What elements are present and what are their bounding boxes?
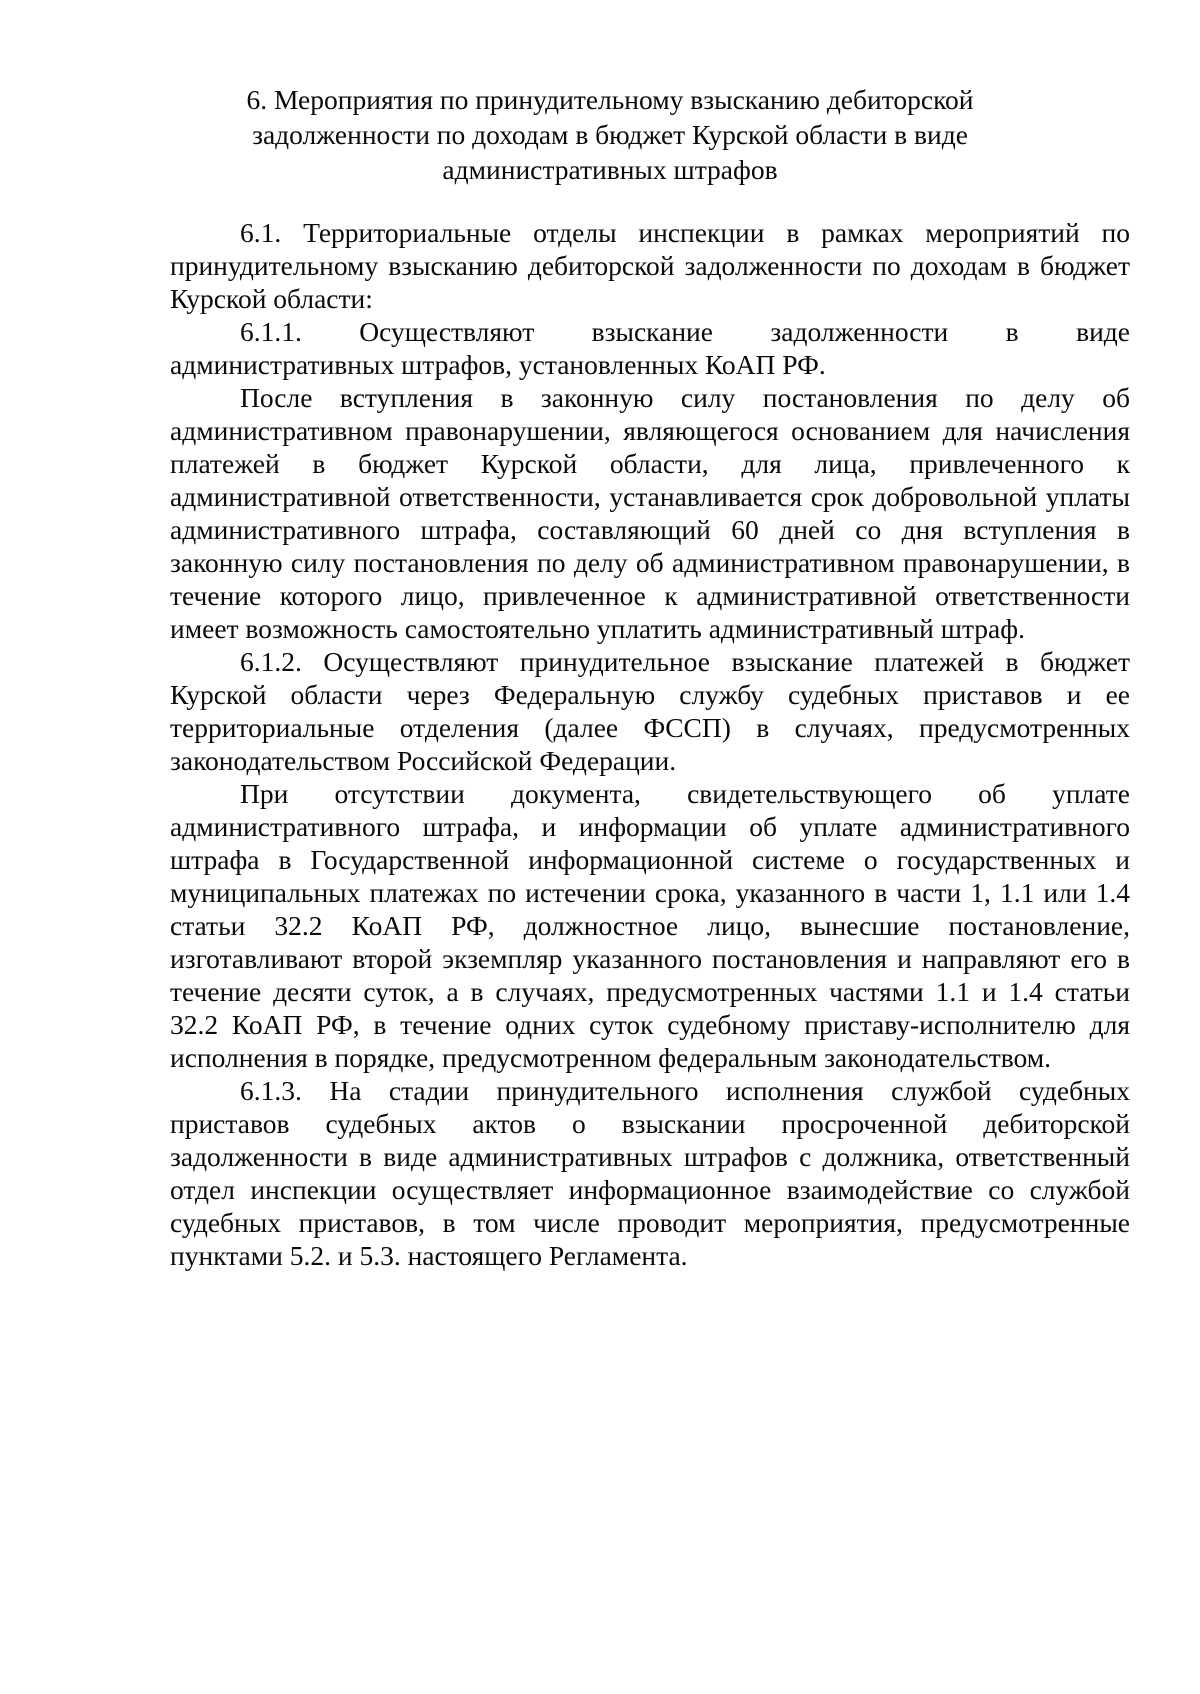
word: Осуществляют <box>359 316 535 347</box>
paragraph-6-1-2: 6.1.2. Осуществляют принудительное взыскание платежей в бюджет Курской области через Федеральную службу судебных приставов и ее территориальные отделения (далее ФССП) в случаях, предусмотренных законодательством Российской Федерации. <box>170 646 1130 776</box>
word: в <box>1005 316 1019 347</box>
word: задолженности <box>770 316 949 347</box>
heading-line-3: административных штрафов <box>442 154 778 185</box>
word: взыскание <box>591 316 713 347</box>
paragraph-6-1-3: 6.1.3. На стадии принудительного исполнения службой судебных приставов судебных актов о взыскании просроченной дебиторской задолженности в виде административных штрафов с должника, ответственный отдел инспекции осуществляет информационное взаимодействие со службой судебных приставов, в том числе проводит мероприятия, предусмотренные пунктами 5.2. и 5.3. настоящего Регламента. <box>170 1075 1130 1271</box>
word: 6.1.1. <box>240 316 302 347</box>
word: виде <box>1076 316 1130 347</box>
paragraph-absence-of-payment: При отсутствии документа, свидетельствующего об уплате административного штрафа, и информации об уплате административного штрафа в Государственной информационной системе о государственных и муниципальных платежах по истечении срока, указанного в части 1, 1.1 или 1.4 статьи 32.2 КоАП РФ, должностное лицо, вынесшие постановление, изготавливают второй экземпляр указанного постановления и направляют его в течение десяти суток, а в случаях, предусмотренных частями 1.1 и 1.4 статьи 32.2 КоАП РФ, в течение одних суток судебному приставу-исполнителю для исполнения в порядке, предусмотренном федеральным законодательством. <box>170 778 1130 1073</box>
paragraph-6-1: 6.1. Территориальные отделы инспекции в рамках мероприятий по принудительному взысканию дебиторской задолженности по доходам в бюджет Курской области: <box>170 217 1130 314</box>
paragraph-after-entry-into-force: После вступления в законную силу постановления по делу об административном правонарушении, являющегося основанием для начисления платежей в бюджет Курской области, для лица, привлеченного к административной ответственности, устанавливается срок добровольной уплаты административного штрафа, составляющий 60 дней со дня вступления в законную силу постановления по делу об административном правонарушении, в течение которого лицо, привлеченное к административной ответственности имеет возможность самостоятельно уплатить административный штраф. <box>170 382 1130 644</box>
document-body <box>170 216 1130 1272</box>
section-heading <box>200 82 1020 187</box>
paragraph-6-1-1-first-line <box>170 315 1130 348</box>
heading-line-2: задолженности по доходам в бюджет Курской области в виде <box>252 119 968 150</box>
paragraph-6-1-1-rest: административных штрафов, установленных КоАП РФ. <box>170 349 826 380</box>
heading-line-1: 6. Мероприятия по принудительному взысканию дебиторской <box>246 84 974 115</box>
